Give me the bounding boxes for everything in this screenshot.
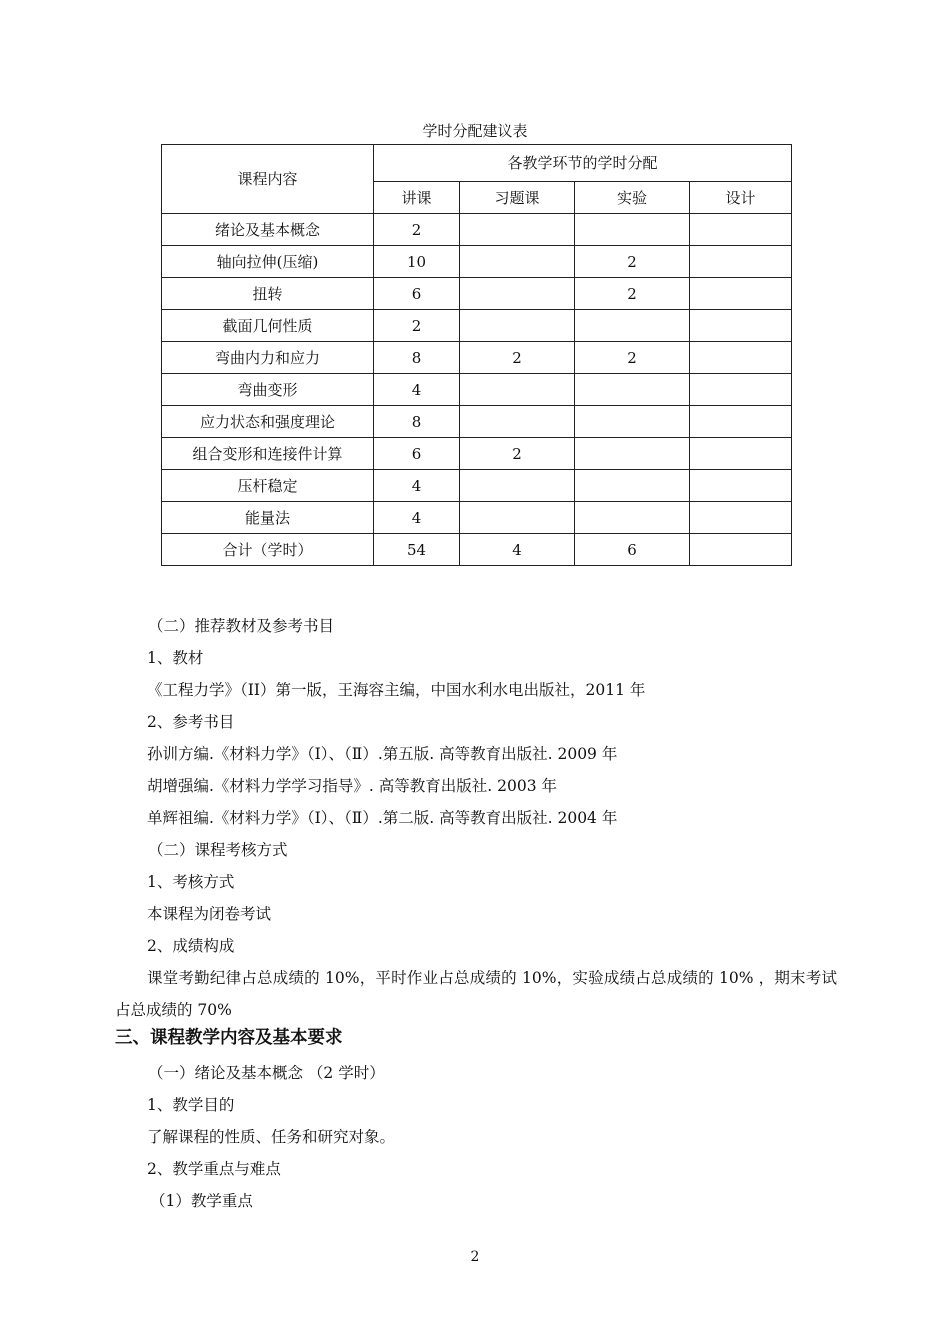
design-hours-cell — [690, 310, 792, 342]
header-course-content: 课程内容 — [162, 145, 374, 214]
lecture-hours-cell: 10 — [374, 246, 460, 278]
lab-hours-cell — [575, 470, 690, 502]
table-row — [162, 310, 792, 342]
content-section-title: （一）绪论及基本概念 （2 学时） — [148, 1064, 385, 1082]
exercise-hours-cell: 4 — [460, 534, 575, 566]
lab-hours-cell — [575, 214, 690, 246]
textbooks-section-title: （二）推荐教材及参考书目 — [148, 617, 335, 635]
design-hours-cell — [690, 342, 792, 374]
table-row — [162, 342, 792, 374]
lecture-hours-cell: 8 — [374, 342, 460, 374]
exercise-hours-cell — [460, 502, 575, 534]
design-hours-cell — [690, 246, 792, 278]
course-name-cell: 应力状态和强度理论 — [162, 406, 374, 438]
lecture-hours-cell: 8 — [374, 406, 460, 438]
grade-composition-text: 课堂考勤纪律占总成绩的 10%，平时作业占总成绩的 10%，实验成绩占总成绩的 10% ，期末考试占总成绩的 70% — [115, 969, 837, 1019]
lecture-hours-cell: 2 — [374, 310, 460, 342]
lab-hours-cell — [575, 502, 690, 534]
exercise-hours-cell: 2 — [460, 438, 575, 470]
course-name-cell: 轴向拉伸(压缩) — [162, 246, 374, 278]
exercise-hours-cell — [460, 246, 575, 278]
table-row — [162, 278, 792, 310]
design-hours-cell — [690, 502, 792, 534]
header-lecture: 讲课 — [374, 182, 460, 214]
assessment-method-subtitle: 1、考核方式 — [147, 873, 235, 891]
course-name-cell: 绪论及基本概念 — [162, 214, 374, 246]
header-lab: 实验 — [575, 182, 690, 214]
lab-hours-cell — [575, 438, 690, 470]
page-number: 2 — [470, 1249, 480, 1265]
hours-allocation-table — [161, 144, 792, 566]
key-points-subtitle: 2、教学重点与难点 — [147, 1160, 281, 1178]
exercise-hours-cell — [460, 406, 575, 438]
reference-item: 孙训方编.《材料力学》（Ⅰ）、（Ⅱ）.第五版. 高等教育出版社. 2009 年 — [147, 745, 618, 763]
textbook-subtitle: 1、教材 — [147, 649, 204, 667]
teaching-goal-text: 了解课程的性质、任务和研究对象。 — [147, 1128, 396, 1146]
design-hours-cell — [690, 374, 792, 406]
exercise-hours-cell — [460, 278, 575, 310]
table-row — [162, 534, 792, 566]
course-name-cell: 能量法 — [162, 502, 374, 534]
lecture-hours-cell: 6 — [374, 278, 460, 310]
assessment-method: 本课程为闭卷考试 — [147, 905, 272, 923]
design-hours-cell — [690, 214, 792, 246]
course-name-cell: 截面几何性质 — [162, 310, 374, 342]
lab-hours-cell — [575, 406, 690, 438]
table-row — [162, 214, 792, 246]
header-hours-group: 各教学环节的学时分配 — [374, 145, 792, 182]
section-heading: 三、课程教学内容及基本要求 — [115, 1028, 343, 1048]
course-name-cell: 扭转 — [162, 278, 374, 310]
course-name-cell: 弯曲变形 — [162, 374, 374, 406]
design-hours-cell — [690, 534, 792, 566]
lab-hours-cell — [575, 374, 690, 406]
design-hours-cell — [690, 406, 792, 438]
design-hours-cell — [690, 470, 792, 502]
table-row — [162, 470, 792, 502]
reference-item: 单辉祖编.《材料力学》（Ⅰ）、（Ⅱ）.第二版. 高等教育出版社. 2004 年 — [147, 809, 618, 827]
grade-composition-subtitle: 2、成绩构成 — [147, 937, 235, 955]
key-points-item: （1）教学重点 — [150, 1192, 253, 1210]
lab-hours-cell: 6 — [575, 534, 690, 566]
exercise-hours-cell — [460, 310, 575, 342]
design-hours-cell — [690, 438, 792, 470]
lecture-hours-cell: 54 — [374, 534, 460, 566]
lecture-hours-cell: 4 — [374, 470, 460, 502]
assessment-section-title: （二）课程考核方式 — [148, 841, 288, 859]
table-row — [162, 502, 792, 534]
table-caption: 学时分配建议表 — [422, 122, 528, 140]
design-hours-cell — [690, 278, 792, 310]
exercise-hours-cell: 2 — [460, 342, 575, 374]
lecture-hours-cell: 4 — [374, 374, 460, 406]
teaching-goal-subtitle: 1、教学目的 — [147, 1096, 235, 1114]
course-name-cell: 压杆稳定 — [162, 470, 374, 502]
course-name-cell: 弯曲内力和应力 — [162, 342, 374, 374]
lecture-hours-cell: 6 — [374, 438, 460, 470]
course-name-cell: 合计（学时） — [162, 534, 374, 566]
exercise-hours-cell — [460, 374, 575, 406]
lecture-hours-cell: 4 — [374, 502, 460, 534]
lab-hours-cell — [575, 310, 690, 342]
table-row — [162, 406, 792, 438]
lecture-hours-cell: 2 — [374, 214, 460, 246]
lab-hours-cell: 2 — [575, 342, 690, 374]
course-name-cell: 组合变形和连接件计算 — [162, 438, 374, 470]
header-exercise: 习题课 — [460, 182, 575, 214]
header-design: 设计 — [690, 182, 792, 214]
reference-item: 胡增强编.《材料力学学习指导》. 高等教育出版社. 2003 年 — [147, 777, 558, 795]
lab-hours-cell: 2 — [575, 246, 690, 278]
table-row — [162, 246, 792, 278]
exercise-hours-cell — [460, 470, 575, 502]
table-row — [162, 438, 792, 470]
textbook-entry: 《工程力学》（II）第一版，王海容主编，中国水利水电出版社，2011 年 — [147, 681, 646, 699]
table-row — [162, 374, 792, 406]
references-subtitle: 2、参考书目 — [147, 713, 235, 731]
lab-hours-cell: 2 — [575, 278, 690, 310]
exercise-hours-cell — [460, 214, 575, 246]
